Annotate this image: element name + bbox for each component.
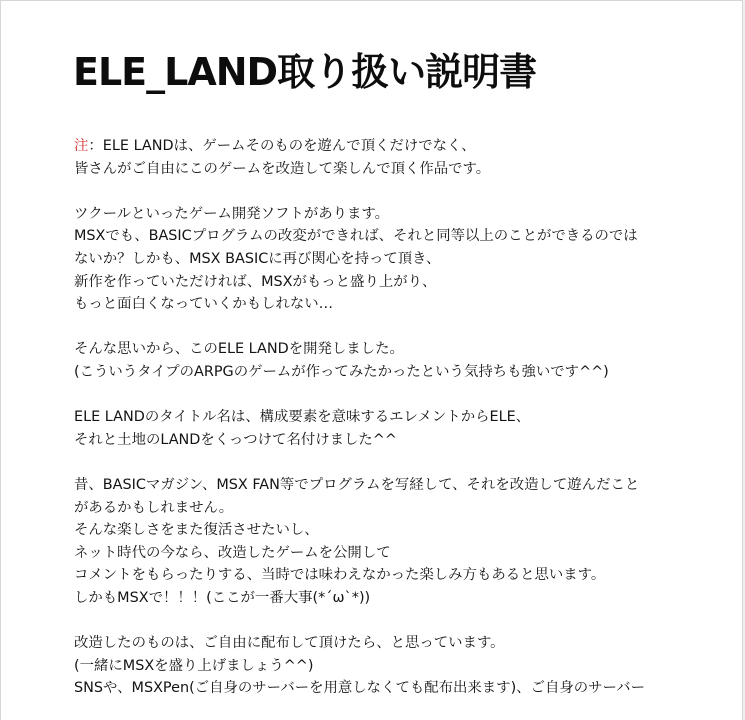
text-line: SNSや、MSXPen(ご自身のサーバーを用意しなくても配布出来ます)、ご自身のサーバー xyxy=(74,680,645,697)
text-line: ツクールといったゲーム開発ソフトがあります。 xyxy=(74,205,390,222)
paragraph-gap xyxy=(74,180,694,203)
text-line: そんな楽しさをまた復活させたいし、 xyxy=(74,522,319,539)
text-line: それと土地のLANDをくっつけて名付けました^^ xyxy=(74,431,397,448)
paragraph-gap xyxy=(74,451,694,474)
paragraph-gap xyxy=(74,316,694,339)
text-line: ELE LANDのタイトル名は、構成要素を意味するエレメントからELE、 xyxy=(74,409,531,426)
text-line: ネット時代の今なら、改造したゲームを公開して xyxy=(74,544,391,561)
note-label: 注 xyxy=(74,138,89,154)
text-line: MSXでも、BASICプログラムの改変ができれば、それと同等以上のことができるのでは xyxy=(74,228,638,245)
text-line: そんな思いから、このELE LANDを開発しました。 xyxy=(74,341,404,358)
text-line: 昔、BASICマガジン、MSX FAN等でプログラムを写経して、それを改造して遊んだこと xyxy=(74,476,640,493)
text-line: もっと面白くなっていくかもしれない… xyxy=(74,296,334,313)
text-line: (一緒にMSXを盛り上げましょう^^) xyxy=(74,657,314,674)
text-line: (こういうタイプのARPGのゲームが作ってみたかったという気持ちも強いです^^) xyxy=(74,363,609,380)
text-line: しかもMSXで！！！(ここが一番大事(*´ω`*)) xyxy=(74,589,371,606)
text-line: コメントをもらったりする、当時では味わえなかった楽しみ方もあると思います。 xyxy=(74,567,606,584)
document-body xyxy=(74,135,694,700)
text-line: 皆さんがご自由にこのゲームを改造して楽しんで頂く作品です。 xyxy=(74,160,491,177)
paragraph-gap xyxy=(74,384,694,407)
text-line: 新作を作っていただければ、MSXがもっと盛り上がり、 xyxy=(74,273,437,290)
text-line: 注：ELE LANDは、ゲームそのものを遊んで頂くだけでなく、 xyxy=(74,138,476,154)
page-title: ELE_LAND取り扱い説明書 xyxy=(73,50,537,94)
text-line: ないか？しかも、MSX BASICに再び関心を持って頂き、 xyxy=(74,250,441,267)
text-line: があるかもしれません。 xyxy=(74,499,234,516)
text-line: 改造したのものは、ご自由に配布して頂けたら、と思っています。 xyxy=(74,635,505,652)
paragraph-gap xyxy=(74,609,694,632)
